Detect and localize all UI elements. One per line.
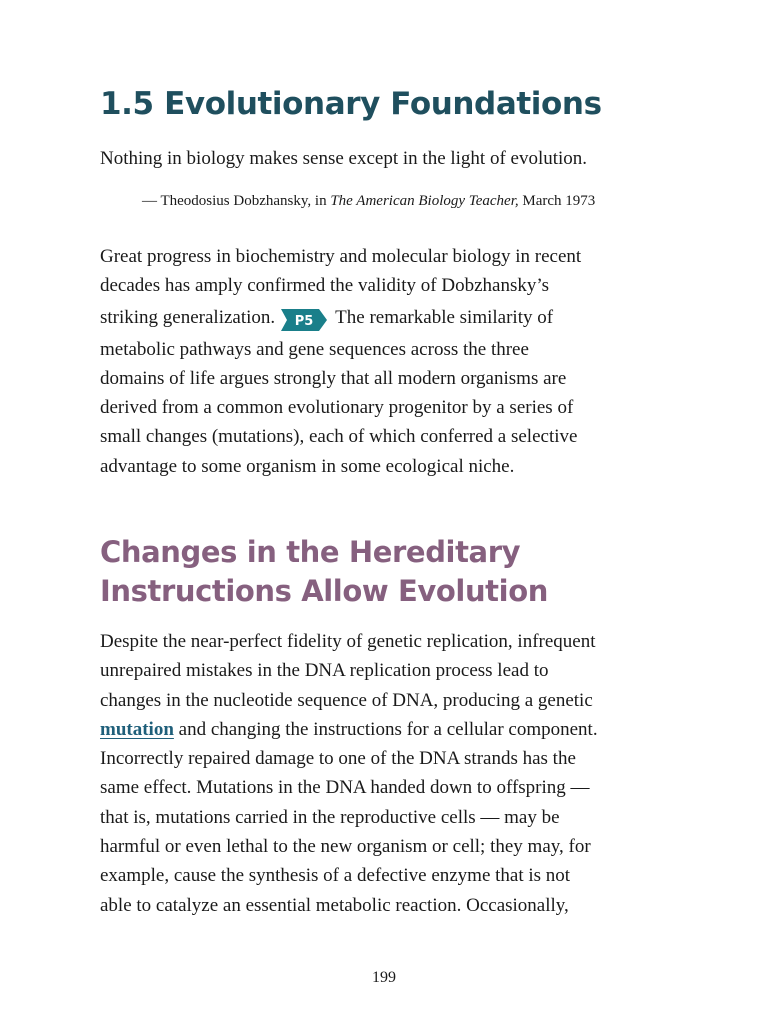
paragraph-evolution-intro [100,242,680,481]
text-line: unrepaired mistakes in the DNA replication process lead to [100,660,549,682]
text-fragment: and changing the instructions for a cellular component. [173,718,598,740]
text-line: Despite the near-perfect fidelity of genetic replication, infrequent [100,631,596,652]
epigraph-attribution [142,190,595,212]
badge-arrow-icon [281,309,327,331]
attribution-author: — Theodosius Dobzhansky, in [142,193,331,209]
text-line: metabolic pathways and gene sequences across the three [100,338,529,360]
text-line: decades has amply confirmed the validity of Dobzhansky’s [100,275,550,297]
text-line-with-link [100,715,680,744]
subsection-title-line: Instructions Allow Evolution [100,574,548,608]
section-title: 1.5 Evolutionary Foundations [100,86,602,122]
text-line: Great progress in biochemistry and molecular biology in recent [100,246,582,267]
badge-label: P5 [294,314,314,330]
text-line-with-badge [100,301,680,335]
text-line: that is, mutations carried in the reproductive cells — may be [100,806,560,828]
paragraph-mutations [100,627,680,920]
subsection-title-line: Changes in the Hereditary [100,535,521,569]
text-line: same effect. Mutations in the DNA handed down to offspring — [100,777,590,799]
attribution-source: The American Biology Teacher, [330,193,519,209]
text-line: derived from a common evolutionary progenitor by a series of [100,397,574,419]
principle-badge[interactable] [281,309,327,331]
text-line: changes in the nucleotide sequence of DNA, producing a genetic [100,689,593,711]
text-line: advantage to some organism in some ecological niche. [100,455,515,477]
text-fragment: striking generalization. [100,306,276,328]
text-line: small changes (mutations), each of which conferred a selective [100,426,578,448]
text-line: example, cause the synthesis of a defective enzyme that is not [100,865,571,887]
text-line: domains of life argues strongly that all modern organisms are [100,367,567,389]
attribution-date: March 1973 [518,193,596,209]
text-fragment: The remarkable similarity of [335,306,554,328]
glossary-term-link[interactable]: mutation [100,718,174,740]
text-line: Incorrectly repaired damage to one of the DNA strands has the [100,748,576,770]
text-line: harmful or even lethal to the new organism or cell; they may, for [100,836,591,858]
text-line: able to catalyze an essential metabolic reaction. Occasionally, [100,894,569,916]
epigraph-quote: Nothing in biology makes sense except in the light of evolution. [100,148,588,169]
page-number: 199 [372,969,396,986]
subsection-title [100,533,548,611]
